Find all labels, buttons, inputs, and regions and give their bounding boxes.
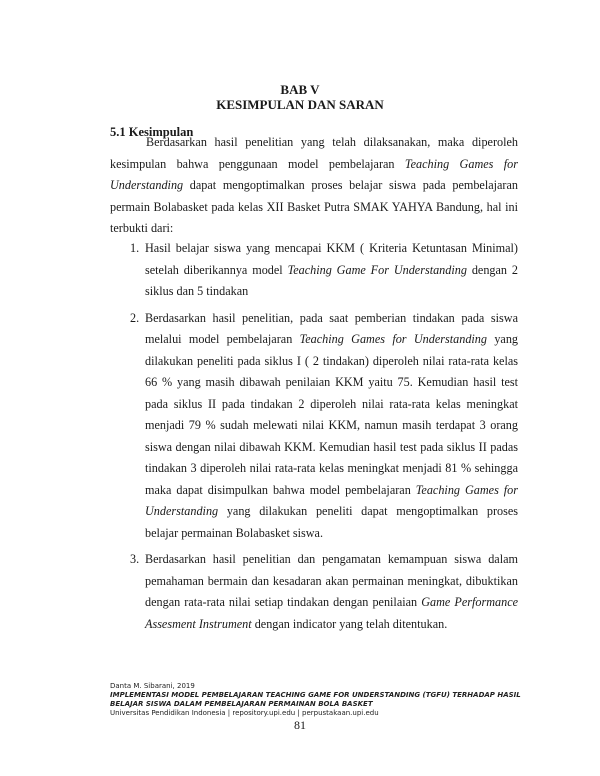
section-heading: 5.1 Kesimpulan [110,125,194,139]
list-item-number: 3. [130,552,140,566]
intro-italic-1: Teaching Games for Understanding [110,156,519,192]
page-footer [110,682,530,718]
page-number: 81 [294,718,306,732]
list-item-number: 2. [130,310,140,325]
list-item: 2. Berdasarkan hasil penelitian, pada saat pemberian tindakan pada siswa melalui model pembelajaran Teaching Games for Understanding yang dilakukan peneliti pada siklus I ( 2 tindakan) diperoleh nilai rata-rata kelas 66 % yang masih dibawah penilaian KKM yaitu 75. Kemudian hasil test pada siklus II pada tindakan 2 diperoleh nilai rata-rata kelas meningkat menjadi 79 % sudah melewati nilai KKM, namun masih terdapat 3 orang siswa dengan nilai dibawah KKM. Kemudian hasil test pada siklus II padas tindakan 3 diperoleh nilai rata-rata kelas meningkat menjadi 81 % sehingga maka dapat disimpulkan bahwa model pembelajaran Teaching Games for Understanding yang dilakukan peneliti dapat mengoptimalkan proses belajar permainan Bolabasket siswa. [110,308,518,545]
chapter-number: BAB V [280,82,320,97]
intro-text-1: Berdasarkan hasil penelitian yang telah dilaksanakan, maka diperoleh kesimpulan bahwa penggunaan model pembelajaran [110,135,518,171]
intro-text-2: dapat mengoptimalkan proses belajar siswa pada pembelajaran permain Bolabasket pada kelas XII Basket Putra SMAK YAHYA Bandung, hal ini terbukti dari: [110,178,518,235]
intro-paragraph [110,132,518,240]
chapter-title: KESIMPULAN DAN SARAN [216,97,384,112]
footer-thesis-title: IMPLEMENTASI MODEL PEMBELAJARAN TEACHING GAME FOR UNDERSTANDING (TGFU) TERHADAP HASIL BELAJAR SISWA DALAM PEMBELAJARAN PERMAINAN BOLA BASKET [110,691,521,708]
footer-institution: Universitas Pendidikan Indonesia | repository.upi.edu | perpustakaan.upi.edu [110,709,379,717]
list-item: 1. Hasil belajar siswa yang mencapai KKM ( Kriteria Ketuntasan Minimal) setelah diberikannya model Teaching Game For Understanding dengan 2 siklus dan 5 tindakan [110,238,518,303]
list-item-number: 1. [130,241,140,255]
footer-author: Danta M. Sibarani, 2019 [110,682,195,690]
list-item: 3. Berdasarkan hasil penelitian dan pengamatan kemampuan siswa dalam pemahaman bermain dan kesadaran akan permainan meningkat, dibuktikan dengan rata-rata nilai setiap tindakan dengan penilaian Game Performance Assesment Instrument dengan indicator yang telah ditentukan. [110,549,518,635]
conclusion-list [110,238,518,635]
